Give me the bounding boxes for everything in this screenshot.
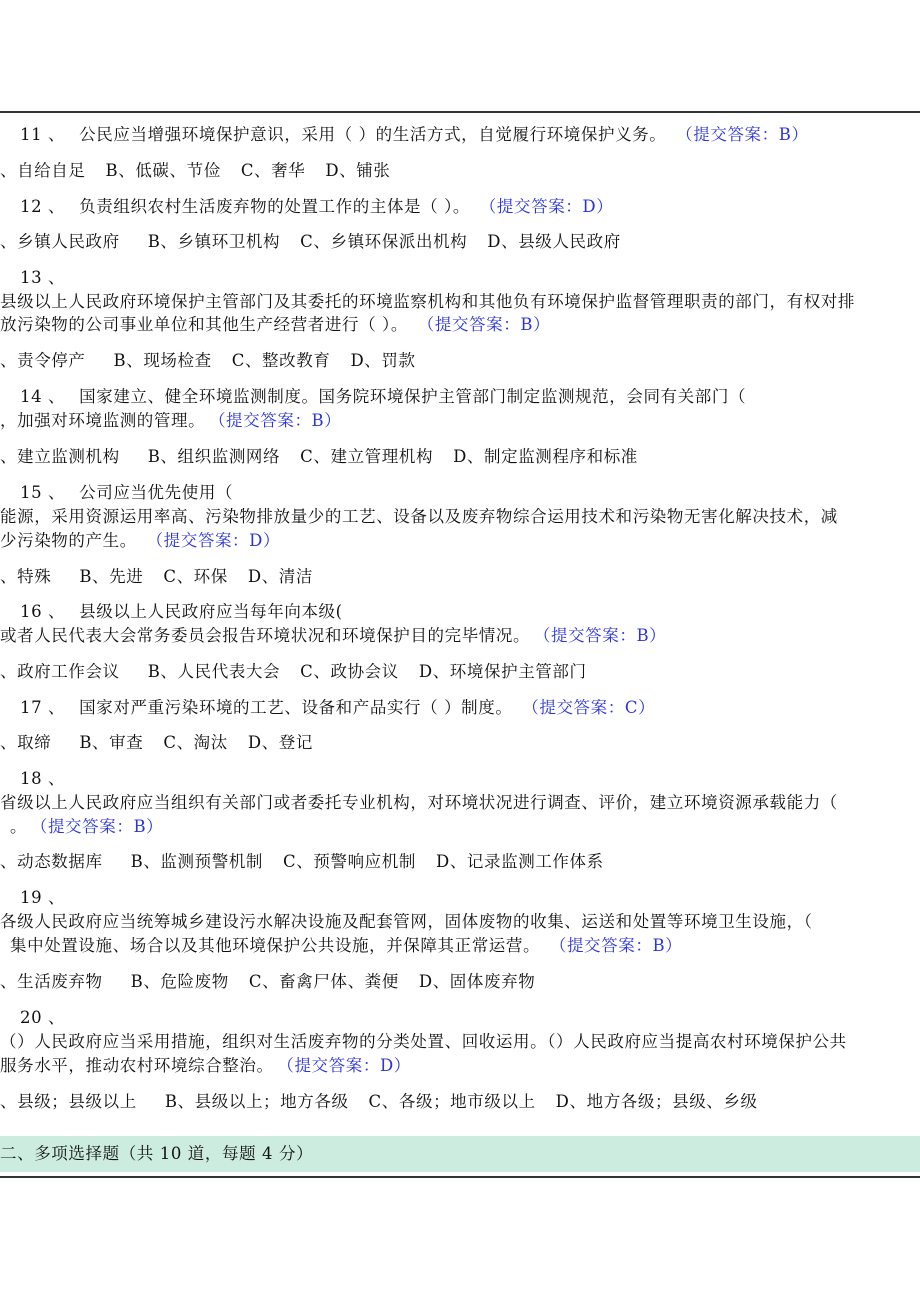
option-c: C、建立管理机构 (300, 447, 434, 466)
question-16-stem-line-2 (0, 625, 666, 647)
options-16 (0, 661, 587, 683)
question-19-stem-line-2 (0, 935, 682, 957)
top-divider (0, 111, 920, 113)
options-14 (0, 446, 638, 468)
option-b: B、危险废物 (130, 972, 229, 991)
option-a: 、乡镇人民政府 (0, 232, 120, 251)
option-b: B、现场检查 (113, 351, 212, 370)
question-stem: 或者人民代表大会常务委员会报告环境状况和环境保护目的完毕情况。 (0, 626, 531, 645)
question-18-stem-line-2 (0, 816, 163, 838)
question-stem: 少污染物的产生。 (0, 531, 137, 550)
answer-label: （提交答案：D） (488, 197, 614, 216)
question-number: 14 、 (20, 387, 66, 406)
options-13 (0, 350, 416, 372)
option-c: C、淘汰 (163, 733, 228, 752)
question-16 (20, 601, 343, 623)
option-a: 、取缔 (0, 733, 52, 752)
question-stem: 服务水平，推动农村环境综合整治。 (0, 1056, 274, 1075)
answer-label: （提交答案：B） (217, 411, 342, 430)
option-b: B、乡镇环卫机构 (147, 232, 281, 251)
option-d: D、清洁 (247, 567, 314, 586)
section-title: 二、多项选择题（共 10 道，每题 4 分） (0, 1144, 314, 1163)
question-19-stem-line-1 (0, 911, 813, 933)
answer-label: （提交答案：B） (684, 125, 809, 144)
option-d: D、固体废弃物 (418, 972, 536, 991)
question-stem: 各级人民政府应当统筹城乡建设污水解决设施及配套管网，固体废物的收集、运送和处置等环境卫生设施，（ (0, 912, 813, 931)
option-b: B、低碳、节俭 (105, 161, 221, 180)
question-stem: 省级以上人民政府应当组织有关部门或者委托专业机构，对环境状况进行调查、评价，建立环境资源承载能力（ (0, 793, 838, 812)
question-number: 18 、 (20, 769, 66, 788)
question-stem: 县级以上人民政府环境保护主管部门及其委托的环境监察机构和其他负有环境保护监督管理职责的部门，有权对排 (0, 292, 855, 311)
question-number: 15 、 (20, 483, 66, 502)
question-15-stem-line-2 (0, 506, 838, 528)
option-d: D、制定监测程序和标准 (453, 447, 638, 466)
question-11 (20, 124, 809, 146)
question-13-stem-line-2 (0, 314, 550, 336)
question-number: 16 、 (20, 602, 66, 621)
answer-label: （提交答案：B） (558, 936, 683, 955)
question-14-stem-line-2 (0, 410, 341, 432)
option-c: C、奢华 (240, 161, 306, 180)
options-12 (0, 231, 621, 253)
question-18-stem-line-1 (0, 792, 838, 814)
options-17 (0, 732, 313, 754)
question-stem: 国家建立、健全环境监测制度。国务院环境保护主管部门制定监测规范，会同有关部门（ (79, 387, 747, 406)
option-b: B、组织监测网络 (147, 447, 281, 466)
question-14 (20, 386, 746, 408)
option-b: B、人民代表大会 (147, 662, 281, 681)
question-number: 13 、 (20, 268, 66, 287)
question-stem: ，加强对环境监测的管理。 (0, 411, 206, 430)
question-15-stem-line-3 (0, 530, 280, 552)
answer-label: （提交答案：D） (285, 1056, 411, 1075)
question-19 (20, 887, 79, 909)
question-number: 17 、 (20, 698, 66, 717)
options-18 (0, 851, 604, 873)
question-20 (20, 1007, 79, 1029)
option-a: 、动态数据库 (0, 852, 103, 871)
option-c: C、畜禽尸体、粪便 (248, 972, 399, 991)
option-c: C、政协会议 (300, 662, 399, 681)
option-d: D、铺张 (325, 161, 391, 180)
option-a: 、生活废弃物 (0, 972, 103, 991)
question-stem: 放污染物的公司事业单位和其他生产经营者进行（ ）。 (0, 315, 408, 334)
question-13 (20, 267, 79, 289)
option-b: B、先进 (79, 567, 144, 586)
question-20-stem-line-1 (0, 1031, 847, 1053)
question-number: 19 、 (20, 888, 66, 907)
option-a: 、责令停产 (0, 351, 86, 370)
options-11 (0, 160, 391, 182)
option-c: C、整改教育 (231, 351, 331, 370)
option-b: B、县级以上；地方各级 (164, 1092, 349, 1111)
option-d: D、记录监测工作体系 (435, 852, 604, 871)
option-a: 、建立监测机构 (0, 447, 120, 466)
question-15 (20, 482, 233, 504)
option-c: C、乡镇环保派出机构 (300, 232, 468, 251)
option-c: C、环保 (163, 567, 228, 586)
option-c: C、预警响应机制 (283, 852, 416, 871)
question-number: 12 、 (20, 197, 66, 216)
section-header (0, 1136, 920, 1172)
question-number: 20 、 (20, 1008, 66, 1027)
question-12 (20, 196, 613, 218)
question-20-stem-line-2 (0, 1055, 411, 1077)
option-d: D、县级人民政府 (487, 232, 621, 251)
option-d: D、罚款 (350, 351, 416, 370)
question-stem: 负责组织农村生活废弃物的处置工作的主体是（ ）。 (79, 197, 471, 216)
answer-label: （提交答案：B） (426, 315, 551, 334)
question-stem: 集中处置设施、场合以及其他环境保护公共设施，并保障其正常运营。 (10, 936, 541, 955)
option-a: 、政府工作会议 (0, 662, 120, 681)
options-19 (0, 971, 535, 993)
answer-label: （提交答案：D） (154, 531, 281, 550)
options-20 (0, 1091, 758, 1113)
option-d: D、地方各级；县级、乡级 (555, 1092, 758, 1111)
question-17 (20, 697, 655, 719)
option-b: B、监测预警机制 (130, 852, 264, 871)
option-b: B、审查 (79, 733, 144, 752)
question-13-stem-line-1 (0, 291, 855, 313)
option-d: D、登记 (247, 733, 314, 752)
question-number: 11 、 (20, 125, 66, 144)
options-15 (0, 566, 313, 588)
option-c: C、各级；地市级以上 (368, 1092, 536, 1111)
answer-label: （提交答案：B） (39, 817, 164, 836)
option-a: 、县级；县级以上 (0, 1092, 137, 1111)
answer-label: （提交答案：C） (530, 698, 656, 717)
question-stem: 能源，采用资源运用率高、污染物排放量少的工艺、设备以及废弃物综合运用技术和污染物无害化解决技术，减 (0, 507, 838, 526)
option-a: 、自给自足 (0, 161, 86, 180)
option-d: D、环境保护主管部门 (418, 662, 587, 681)
question-stem: 公民应当增强环境保护意识，采用（ ）的生活方式，自觉履行环境保护义务。 (79, 125, 667, 144)
question-stem: 。 (10, 817, 28, 836)
option-a: 、特殊 (0, 567, 52, 586)
bottom-divider (0, 1176, 920, 1178)
question-18 (20, 768, 79, 790)
question-stem: （）人民政府应当采用措施，组织对生活废弃物的分类处置、回收运用。（）人民政府应当提高农村环境保护公共 (0, 1032, 847, 1051)
question-stem: 国家对严重污染环境的工艺、设备和产品实行（ ）制度。 (79, 698, 513, 717)
answer-label: （提交答案：B） (542, 626, 667, 645)
question-stem: 公司应当优先使用（ (79, 483, 234, 502)
question-stem: 县级以上人民政府应当每年向本级( (79, 602, 343, 621)
